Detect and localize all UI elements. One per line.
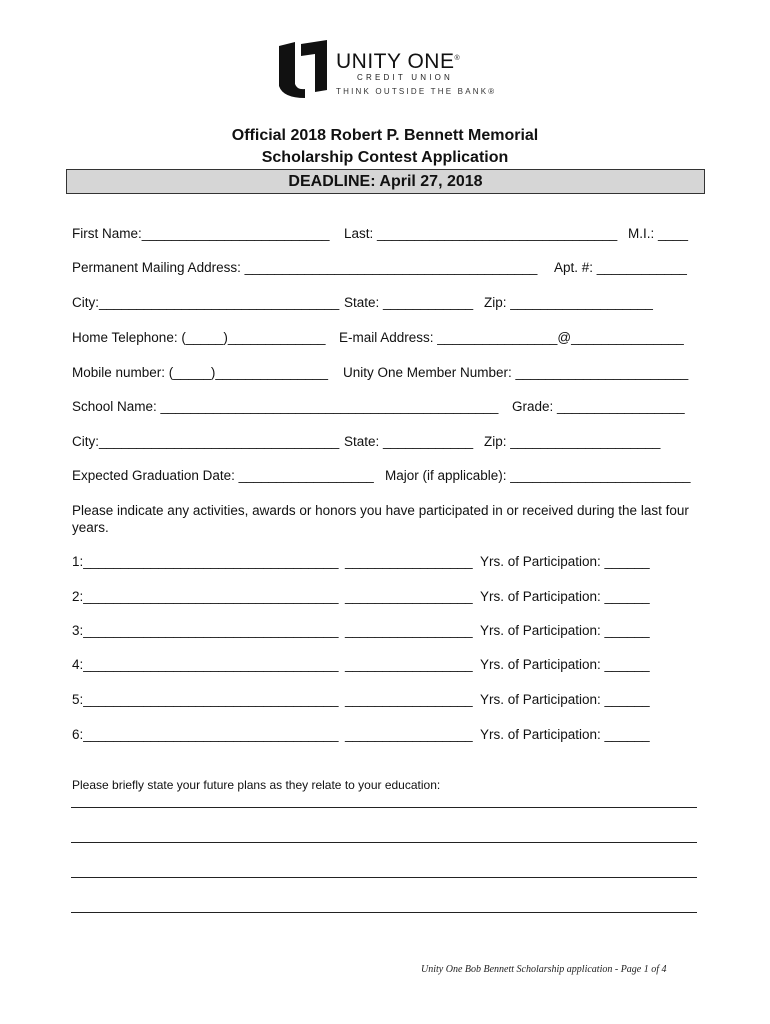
unity-one-logo [275, 40, 495, 100]
activity-4-field[interactable]: 4:__________________________________ [72, 657, 339, 672]
activity-1-field[interactable]: 1:__________________________________ [72, 554, 339, 569]
activity-2-detail-field[interactable]: _________________ [345, 589, 473, 604]
mobile-number-field[interactable]: Mobile number: (_____)_______________ [72, 365, 328, 380]
graduation-date-field[interactable]: Expected Graduation Date: __________________ [72, 468, 374, 483]
grade-field[interactable]: Grade: _________________ [512, 399, 685, 414]
logo-name: UNITY ONE® [336, 50, 461, 73]
zip-field[interactable]: Zip: ___________________ [484, 295, 653, 310]
school-zip-field[interactable]: Zip: ____________________ [484, 434, 661, 449]
school-city-field[interactable]: City:________________________________ [72, 434, 340, 449]
school-state-field[interactable]: State: ____________ [344, 434, 474, 449]
activity-1-years-field[interactable]: Yrs. of Participation: ______ [480, 554, 650, 569]
activity-3-years-field[interactable]: Yrs. of Participation: ______ [480, 623, 650, 638]
form-title-line-1: Official 2018 Robert P. Bennett Memorial [231, 127, 539, 144]
future-plans-line-3[interactable] [71, 877, 697, 878]
activity-2-years-field[interactable]: Yrs. of Participation: ______ [480, 589, 650, 604]
activity-3-detail-field[interactable]: _________________ [345, 623, 473, 638]
logo-tagline: THINK OUTSIDE THE BANK® [336, 87, 497, 96]
activity-5-detail-field[interactable]: _________________ [345, 692, 473, 707]
email-field[interactable]: E-mail Address: ________________@_______________ [339, 330, 684, 345]
activity-2-field[interactable]: 2:__________________________________ [72, 589, 339, 604]
activity-3-field[interactable]: 3:__________________________________ [72, 623, 339, 638]
future-plans-line-4[interactable] [71, 912, 697, 913]
form-title-line-2: Scholarship Contest Application [261, 149, 509, 166]
activity-4-years-field[interactable]: Yrs. of Participation: ______ [480, 657, 650, 672]
mailing-address-field[interactable]: Permanent Mailing Address: _______________________________________ [72, 260, 538, 275]
activity-5-years-field[interactable]: Yrs. of Participation: ______ [480, 692, 650, 707]
future-plans-line-1[interactable] [71, 807, 697, 808]
major-field[interactable]: Major (if applicable): ________________________ [385, 468, 691, 483]
last-name-field[interactable]: Last: ________________________________ [344, 226, 618, 241]
first-name-field[interactable]: First Name:_________________________ [72, 226, 330, 241]
state-field[interactable]: State: ____________ [344, 295, 474, 310]
city-field[interactable]: City:________________________________ [72, 295, 340, 310]
future-plans-prompt: Please briefly state your future plans as they relate to your education: [72, 778, 441, 792]
unity-one-emblem-icon [275, 40, 333, 98]
activity-5-field[interactable]: 5:__________________________________ [72, 692, 339, 707]
member-number-field[interactable]: Unity One Member Number: _______________________ [343, 365, 689, 380]
page-footer: Unity One Bob Bennett Scholarship application - Page 1 of 4 [421, 964, 667, 975]
deadline-banner: DEADLINE: April 27, 2018 [66, 169, 705, 194]
logo-subtitle: CREDIT UNION [357, 73, 454, 82]
activity-1-detail-field[interactable]: _________________ [345, 554, 473, 569]
registered-mark: ® [454, 55, 461, 62]
activity-6-years-field[interactable]: Yrs. of Participation: ______ [480, 727, 650, 742]
activity-6-detail-field[interactable]: _________________ [345, 727, 473, 742]
future-plans-line-2[interactable] [71, 842, 697, 843]
middle-initial-field[interactable]: M.I.: ____ [628, 226, 689, 241]
apt-field[interactable]: Apt. #: ____________ [554, 260, 687, 275]
activity-4-detail-field[interactable]: _________________ [345, 657, 473, 672]
activity-6-field[interactable]: 6:__________________________________ [72, 727, 339, 742]
home-telephone-field[interactable]: Home Telephone: (_____)_____________ [72, 330, 326, 345]
activities-prompt: Please indicate any activities, awards or honors you have participated in or received during the last four years. [72, 503, 689, 535]
school-name-field[interactable]: School Name: _____________________________________________ [72, 399, 499, 414]
